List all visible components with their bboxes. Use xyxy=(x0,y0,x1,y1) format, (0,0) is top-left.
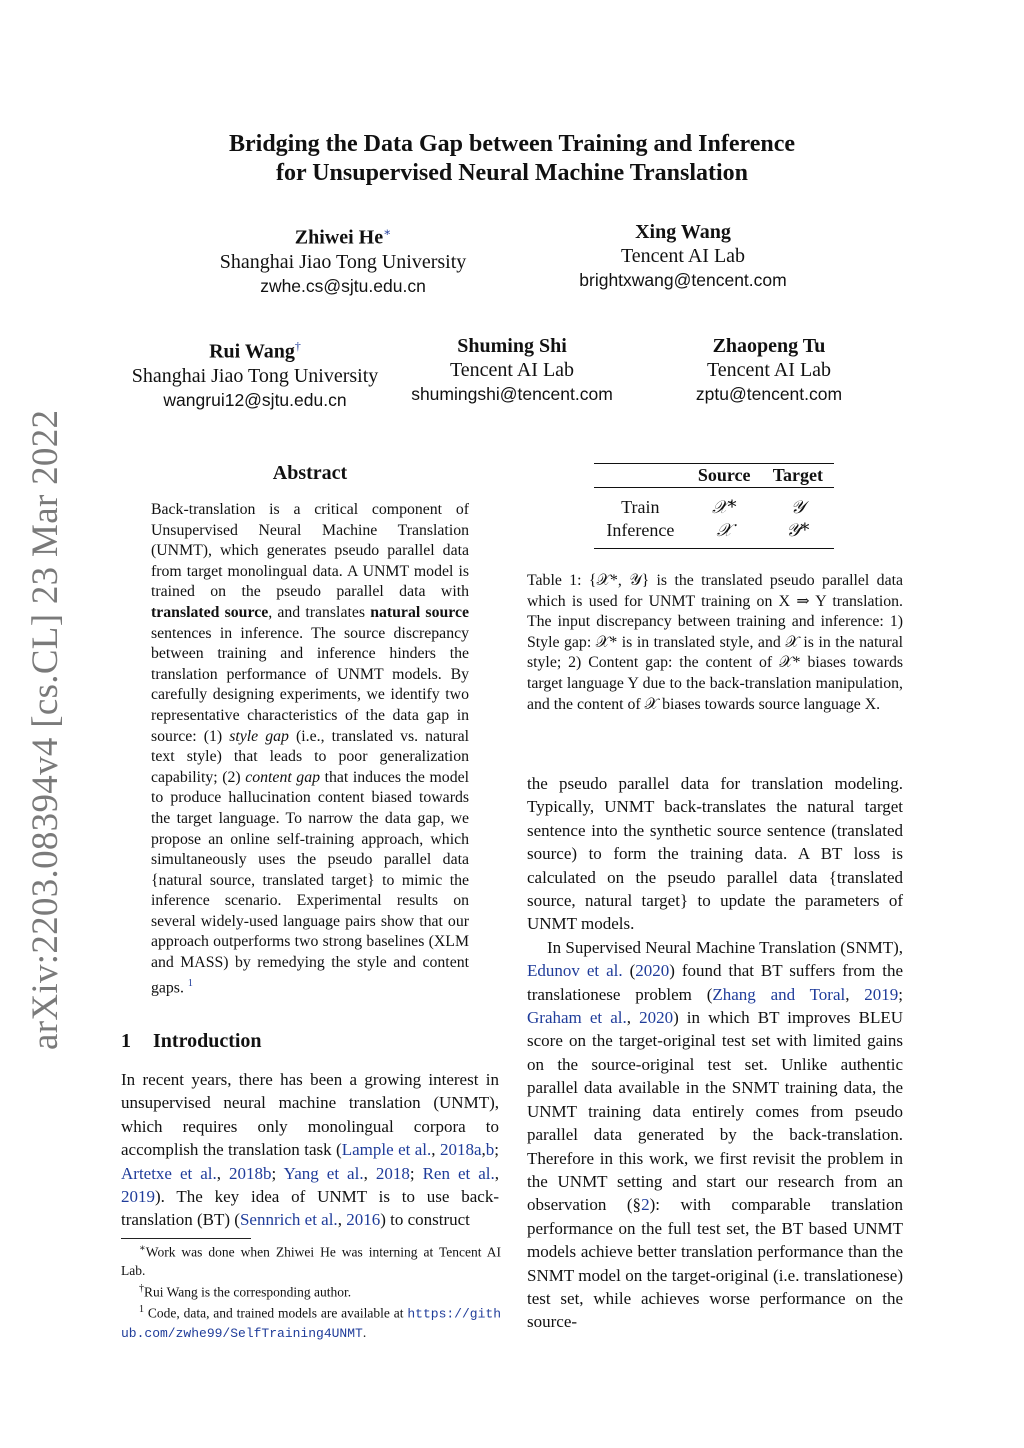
citation-link[interactable]: b xyxy=(485,1140,495,1160)
footnote-text: Rui Wang is the corresponding author. xyxy=(144,1284,352,1299)
citation-link[interactable]: Zhang and Toral xyxy=(712,984,846,1004)
text-run: ) to construct xyxy=(380,1210,470,1230)
author-block xyxy=(362,334,662,406)
footnote xyxy=(121,1240,501,1280)
footnote xyxy=(121,1301,501,1343)
author-name: Shuming Shi xyxy=(457,335,567,357)
table-header-cell: Source xyxy=(697,465,751,485)
citation-link[interactable]: 2018b xyxy=(229,1163,272,1183)
text-run: ; xyxy=(898,984,904,1004)
abstract-run: Back-translation is a critical component of Unsupervised Neural Machine Translation (UNMT), which generates pseudo parallel data from target monolingual data. A UNMT model is trained on the pseudo parallel data with xyxy=(151,501,469,601)
citation-link[interactable]: 2016 xyxy=(346,1210,381,1230)
footnote-link[interactable]: 1 xyxy=(187,977,193,989)
citation-link[interactable]: Yang et al. xyxy=(283,1163,364,1183)
code-url-link[interactable]: https://github.com/zwhe99/SelfTraining4UNMT xyxy=(121,1306,501,1341)
text-run: ; xyxy=(409,1163,423,1183)
citation-link[interactable]: 2019 xyxy=(121,1187,155,1207)
citation-link[interactable]: Edunov et al. xyxy=(527,961,623,981)
footnote-divider xyxy=(121,1238,251,1239)
table-cell: 𝒴 xyxy=(790,497,805,518)
footnote-text: Work was done when Zhiwei He was interning at Tencent AI Lab. xyxy=(121,1244,501,1278)
abstract-run: (i.e., translated vs. natural text style) that leads to poor generalization capability; (2) xyxy=(151,727,470,786)
citation-link[interactable]: Artetxe et al. xyxy=(121,1163,217,1183)
abstract-run: sentences in inference. The source discrepancy between training and inference hinders the translation performance of UNMT models. By carefully designing experiments, we identify two representative characteristics of the data gap in source: (1) xyxy=(151,624,469,745)
abstract-run: , and translates xyxy=(268,603,371,621)
footnote-mark: ∗ xyxy=(139,1243,146,1254)
arxiv-identifier: arXiv:2203.08394v4 [cs.CL] 23 Mar 2022 xyxy=(25,409,66,1050)
table-caption xyxy=(527,571,903,715)
author-affiliation: Tencent AI Lab xyxy=(449,359,575,381)
caption-text: {𝒳*, 𝒴} is the translated pseudo parallel data which is used for UNMT training on X ⇒ Y translation. The input discrepancy between training and inference: 1) Style gap: 𝒳* is in translated style, and 𝒳 is in the natural style; 2) Content gap: the content of 𝒳* biases towards target language Y due to the back-translation manipulation, and the content of 𝒳 biases towards source language X. xyxy=(527,572,903,713)
author-name: Zhiwei He xyxy=(294,226,384,249)
author-email[interactable]: shumingshi@tencent.com xyxy=(411,384,613,404)
citation-link[interactable]: Graham et al. xyxy=(527,1008,627,1028)
section-ref-link[interactable]: 2 xyxy=(641,1195,650,1215)
author-block xyxy=(619,334,919,406)
author-email[interactable]: wangrui12@sjtu.edu.cn xyxy=(163,389,347,410)
table-row-label: Inference xyxy=(606,520,675,540)
text-run: ; xyxy=(271,1163,284,1183)
text-run: , xyxy=(481,1140,486,1160)
table-header-cell: Target xyxy=(772,465,824,485)
paper-title xyxy=(120,130,904,188)
author-email[interactable]: zptu@tencent.com xyxy=(695,384,843,404)
citation-link[interactable]: Sennrich et al. xyxy=(239,1210,338,1230)
abstract-run: that induces the model to produce hallucination content biased towards the target language. To narrow the data gap, we propose an online self-training approach, which simultaneously uses the pseudo parallel data {natural source, translated target} to mimic the inference scenario. Experimental results on several widely-used language pairs show that our approach outperforms two strong baselines (XLM and MASS) by remedying the style and content gaps. xyxy=(151,768,469,996)
citation-link[interactable]: Ren et al. xyxy=(422,1163,495,1183)
citation-link[interactable]: 2018 xyxy=(375,1163,410,1183)
paragraph: the pseudo parallel data for translation modeling. Typically, UNMT back-translates the natural target sentence into the synthetic source sentence (translated source) to form the training data. A BT loss is calculated on the pseudo parallel data {translated source, natural target} to update the parameters of UNMT models. xyxy=(527,774,903,934)
text-run: In recent years, there has been a growing interest in unsupervised neural machine translation (UNMT), which requires only monolingual corpora to accomplish the translation task ( xyxy=(121,1070,499,1160)
right-column-text xyxy=(527,772,903,1334)
caption-label: Table 1: xyxy=(527,572,582,589)
table-cell: 𝒳* xyxy=(711,497,737,518)
text-run: , xyxy=(845,984,865,1004)
author-footnote-mark[interactable]: ∗ xyxy=(383,225,392,239)
author-block xyxy=(193,220,493,298)
title-line-1: Bridging the Data Gap between Training and Inference xyxy=(228,131,796,157)
author-name: Rui Wang xyxy=(209,340,295,363)
text-run: , xyxy=(216,1163,230,1183)
author-affiliation: Tencent AI Lab xyxy=(706,359,832,381)
text-run: , xyxy=(626,1008,640,1028)
citation-link[interactable]: 2020 xyxy=(635,961,670,981)
text-run: In Supervised Neural Machine Translation (SNMT), xyxy=(547,937,904,957)
footnote-mark: † xyxy=(139,1282,144,1294)
text-run: ( xyxy=(622,961,636,981)
footnotes xyxy=(121,1240,501,1343)
citation-link[interactable]: Lample et al. xyxy=(341,1140,432,1160)
section-heading xyxy=(121,1030,262,1053)
author-footnote-mark[interactable]: † xyxy=(294,339,301,353)
author-block xyxy=(533,220,833,292)
footnote xyxy=(121,1280,501,1302)
title-line-2: for Unsupervised Neural Machine Translation xyxy=(275,160,749,186)
footnote-text: . xyxy=(362,1324,367,1340)
text-run: ) found that BT suffers from the translationese problem ( xyxy=(527,961,904,1004)
text-run: ). The key idea of UNMT is to use back-translation (BT) ( xyxy=(121,1187,499,1230)
intro-paragraph xyxy=(121,1068,499,1232)
section-number: 1 xyxy=(121,1030,131,1052)
abstract-italic: content gap xyxy=(245,768,320,786)
abstract-bold: translated source xyxy=(151,603,269,621)
text-run: , xyxy=(431,1140,440,1160)
section-title: Introduction xyxy=(153,1030,262,1052)
citation-link[interactable]: 2020 xyxy=(639,1008,674,1028)
table-cell: 𝒴* xyxy=(786,520,810,541)
author-affiliation: Tencent AI Lab xyxy=(620,245,746,267)
author-name: Xing Wang xyxy=(635,221,731,243)
text-run: , xyxy=(363,1163,376,1183)
text-run: , xyxy=(337,1210,347,1230)
author-name: Zhaopeng Tu xyxy=(712,335,826,357)
table-header-cell xyxy=(594,464,687,488)
footnote-mark: 1 xyxy=(139,1304,144,1315)
text-run: ): with comparable translation performance on the full test set, the BT based UNMT models achieve better translation performance than the SNMT model on the target-original (i.e. translationese) test set, while achieves worse performance on the source- xyxy=(527,1195,903,1332)
author-email[interactable]: zwhe.cs@sjtu.edu.cn xyxy=(260,275,426,296)
abstract-heading: Abstract xyxy=(272,462,348,484)
text-run: , xyxy=(494,1163,500,1183)
abstract-italic: style gap xyxy=(229,727,289,745)
text-run: ) in which BT improves BLEU score on the target-original test set with limited gains on the source-original test set. Unlike authentic parallel data available in the SNMT training data, the UNMT training data entirely comes from pseudo parallel data generated by the back-translation. Therefore in this work, we first revisit the problem in the UNMT setting and start our research from an observation (§ xyxy=(527,1008,904,1215)
citation-link[interactable]: 2019 xyxy=(864,984,899,1004)
text-run: ; xyxy=(494,1140,500,1160)
author-block xyxy=(105,334,405,412)
footnote-text: Code, data, and trained models are available at xyxy=(147,1305,408,1321)
paragraph xyxy=(527,936,903,1334)
author-affiliation: Shanghai Jiao Tong University xyxy=(219,250,467,273)
table-cell: 𝒳 xyxy=(716,520,732,541)
author-email[interactable]: brightxwang@tencent.com xyxy=(579,270,787,290)
abstract-text xyxy=(151,500,469,999)
table-1 xyxy=(594,463,834,549)
author-affiliation: Shanghai Jiao Tong University xyxy=(131,364,379,387)
table-row-label: Train xyxy=(621,497,660,517)
citation-link[interactable]: 2018a xyxy=(439,1140,482,1160)
abstract-bold: natural source xyxy=(370,603,469,621)
